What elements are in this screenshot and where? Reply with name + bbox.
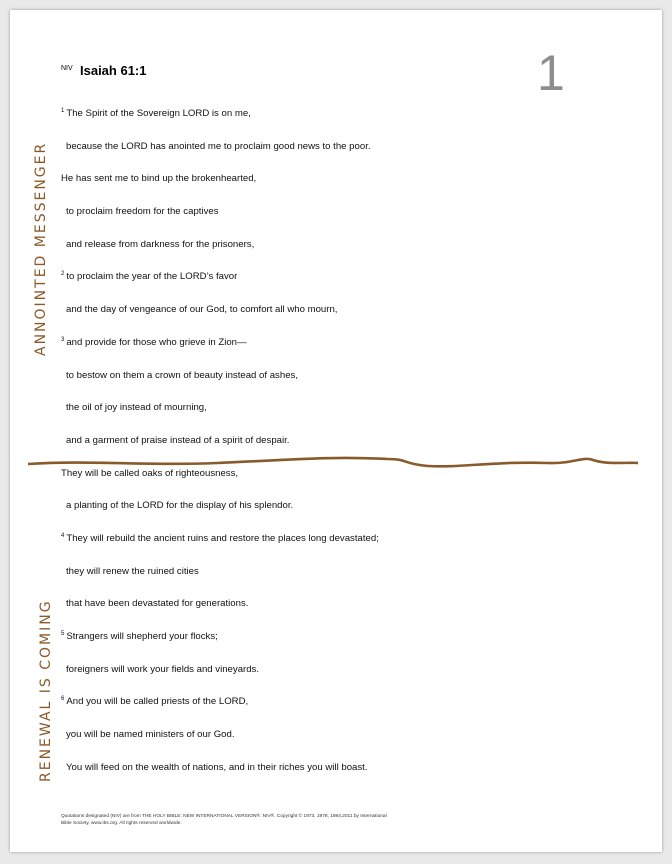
- annotation-anointed-messenger: ANNOINTED MESSENGER: [33, 141, 49, 356]
- annotation-renewal-coming: RENEWAL IS COMING: [38, 599, 54, 782]
- divider-stroke: [28, 458, 638, 466]
- verse-line: [61, 402, 379, 435]
- page-number: 1: [537, 45, 565, 101]
- verse-text: They will rebuild the ancient ruins and restore the places long devastated;: [66, 533, 379, 545]
- verse-line: [61, 337, 379, 370]
- verse-number: 5: [61, 631, 65, 637]
- verse-text: to bestow on them a crown of beauty instead of ashes,: [66, 369, 298, 381]
- copyright-footnote: Quotations designated (NIV) are from THE HOLY BIBLE: NEW INTERNATIONAL VERSION®. NIV®. Copyright © 1973, 1978, 1984,2011 by International Bible Society, www.ibs.org. All rights reserved worldwide.: [61, 814, 387, 826]
- verse-number: 4: [61, 532, 65, 539]
- verse-line: [61, 239, 379, 272]
- verse-line: [61, 206, 379, 239]
- verse-number: 6: [61, 696, 65, 703]
- verse-text: because the LORD has anointed me to proclaim good news to the poor.: [66, 140, 371, 152]
- verse-line: [61, 664, 379, 697]
- verse-text: He has sent me to bind up the brokenhearted,: [61, 173, 257, 185]
- document-page: [10, 10, 662, 852]
- verse-line: [61, 141, 379, 174]
- verse-text: a planting of the LORD for the display of his splendor.: [66, 500, 294, 512]
- verse-text: And you will be called priests of the LORD,: [66, 696, 249, 708]
- verse-line: [61, 271, 379, 304]
- verse-text: that have been devastated for generations.: [66, 598, 249, 610]
- scripture-reference: Isaiah 61:1: [80, 63, 147, 78]
- verse-text: the oil of joy instead of mourning,: [66, 402, 207, 414]
- verse-line: [61, 500, 379, 533]
- verse-line: [61, 598, 379, 631]
- version-label: NIV: [61, 65, 73, 72]
- verse-text: Strangers will shepherd your flocks;: [66, 631, 218, 643]
- verse-number: 2: [61, 271, 65, 278]
- verse-line: [61, 304, 379, 337]
- verse-line: [61, 696, 379, 729]
- verse-text: and provide for those who grieve in Zion—: [66, 337, 247, 348]
- verse-line: [61, 173, 379, 206]
- verse-text: They will be called oaks of righteousness,: [61, 467, 239, 479]
- verse-text: you will be named ministers of our God.: [66, 729, 235, 741]
- verse-text: to proclaim freedom for the captives: [66, 206, 219, 218]
- verse-text: foreigners will work your fields and vineyards.: [66, 663, 260, 675]
- verse-line: [61, 370, 379, 403]
- handwritten-divider: [28, 454, 638, 474]
- verse-line: [61, 533, 379, 566]
- verse-text: they will renew the ruined cities: [66, 565, 199, 577]
- verse-text: to proclaim the year of the LORD’s favor: [66, 271, 238, 283]
- verse-text: You will feed on the wealth of nations, and in their riches you will boast.: [66, 761, 368, 773]
- verse-text: and the day of vengeance of our God, to comfort all who mourn,: [66, 304, 338, 316]
- verse-line: [61, 729, 379, 762]
- verse-text: and a garment of praise instead of a spirit of despair.: [66, 434, 290, 446]
- verse-text: The Spirit of the Sovereign LORD is on me,: [66, 108, 251, 120]
- verse-number: 3: [61, 336, 65, 343]
- verse-line: [61, 631, 379, 664]
- verse-line: [61, 108, 379, 141]
- verse-text: and release from darkness for the prisoners,: [66, 238, 255, 250]
- verse-line: [61, 566, 379, 599]
- verse-line: [61, 762, 379, 795]
- verse-lines: [61, 108, 379, 794]
- verse-number: 1: [61, 108, 65, 114]
